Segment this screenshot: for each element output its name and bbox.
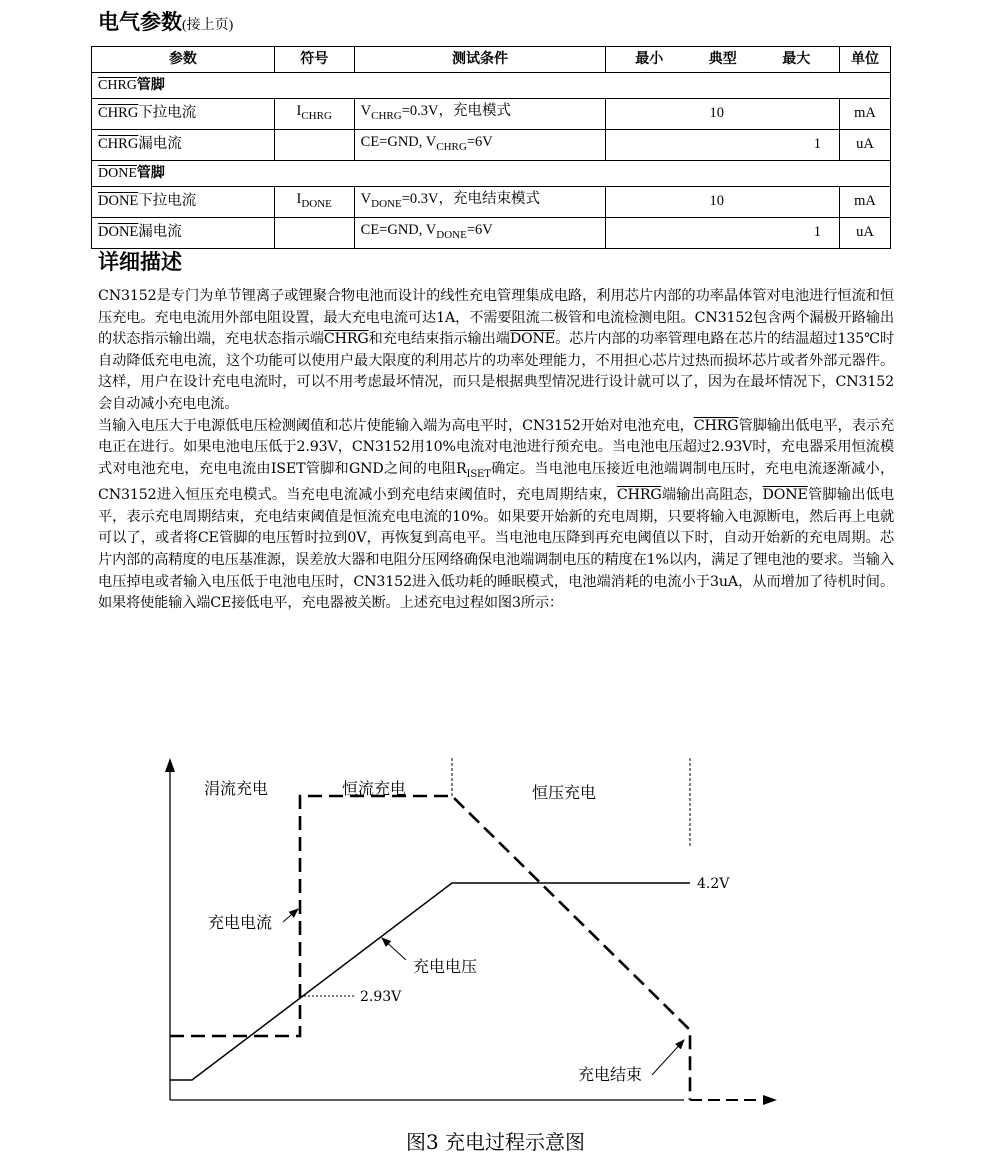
header-min-typ-max: [606, 47, 840, 73]
charge-current-curve: [170, 796, 690, 1100]
table-row: [92, 217, 891, 248]
header-param: 参数: [92, 47, 275, 73]
cell-condition: CE=GND, $V_{DONE}=6V$: [354, 217, 606, 248]
header-min: 最小: [635, 51, 664, 67]
threshold-label: 2.93V: [360, 989, 402, 1005]
region-trickle-label: 涓流充电: [204, 779, 269, 798]
section-title-suffix: (接上页): [182, 18, 234, 33]
voltage-label: 充电电压: [413, 957, 478, 976]
section-title-electrical: [98, 6, 233, 36]
description-body: [98, 286, 894, 615]
region-cc-label: 恒流充电: [342, 779, 407, 798]
header-condition: 测试条件: [354, 47, 606, 73]
x-axis-arrow: [763, 1095, 777, 1105]
cell-unit: mA: [840, 186, 891, 217]
table-group-row: [92, 73, 891, 99]
table-row: [92, 129, 891, 160]
paragraph-1: CN3152是专门为单节锂离子或锂聚合物电池而设计的线性充电管理集成电路，利用芯片内部的功率晶体管对电池进行恒流和恒压充电。充电电流用外部电阻设置，最大充电电流可达1A，不需要阻流二极管和电流检测电阻。CN3152包含两个漏极开路输出的状态指示输出端，充电状态指示端CHRG和充电结束指示输出端DONE。芯片内部的功率管理电路在芯片的结温超过135℃时自动降低充电电流，这个功能可以使用户最大限度的利用芯片的功率处理能力，不用担心芯片过热而损坏芯片或者外部元器件。这样，用户在设计充电电流时，可以不用考虑最坏情况，而只是根据典型情况进行设计就可以了，因为在最坏情况下，CN3152会自动减小充电电流。: [98, 288, 894, 412]
cell-min-typ-max: 1: [606, 129, 840, 160]
cell-min-typ-max: 10: [606, 99, 840, 130]
group-chrg: CHRG管脚: [92, 73, 891, 99]
cell-unit: uA: [840, 217, 891, 248]
section-title-description: 详细描述: [98, 250, 182, 274]
section-title-text: 电气参数: [98, 10, 182, 34]
end-pointer: [652, 1040, 684, 1075]
table-header-row: [92, 47, 891, 73]
cell-symbol: $I_{DONE}$: [274, 186, 354, 217]
cell-min-typ-max: 1: [606, 217, 840, 248]
table-row: [92, 99, 891, 130]
cell-symbol: [274, 129, 354, 160]
paragraph-2: 当输入电压大于电源低电压检测阈值和芯片使能输入端为高电平时，CN3152开始对电池充电，CHRG管脚输出低电平，表示充电正在进行。如果电池电压低于2.93V，CN3152用10%电流对电池进行预充电。当电池电压超过2.93V时，充电器采用恒流模式对电池充电，充电电流由ISET管脚和GND之间的电阻$R_{ISET}$确定。当电池电压接近电池端调制电压时，充电电流逐渐减小，CN3152进入恒压充电模式。当充电电流减小到充电结束阈值时，充电周期结束，CHRG端输出高阻态，DONE管脚输出低电平，表示充电周期结束，充电结束阈值是恒流充电电流的10%。如果要开始新的充电周期，只要将输入电源断电，然后再上电就可以了，或者将CE管脚的电压暂时拉到0V，再恢复到高电平。当电池电压降到再充电阈值以下时，自动开始新的充电周期。芯片内部的高精度的电压基准源，误差放大器和电阻分压网络确保电池端调制电压的精度在1%以内，满足了锂电池的要求。当输入电压掉电或者输入电压低于电池电压时，CN3152进入低功耗的睡眠模式，电池端消耗的电流小于3uA，从而增加了待机时间。如果将使能输入端CE接低电平，充电器被关断。上述充电过程如图3所示：: [98, 417, 895, 612]
voltage-pointer: [382, 938, 406, 960]
cell-min-typ-max: 10: [606, 186, 840, 217]
header-typ: 典型: [708, 51, 737, 67]
current-pointer: [283, 909, 298, 922]
cell-condition: $V_{DONE}=0.3V$，充电结束模式: [354, 186, 606, 217]
cell-condition: $V_{CHRG}=0.3V$，充电模式: [354, 99, 606, 130]
group-done: DONE管脚: [92, 160, 891, 186]
current-label: 充电电流: [208, 913, 273, 932]
cell-symbol: $I_{CHRG}$: [274, 99, 354, 130]
cell-symbol: [274, 217, 354, 248]
header-symbol: 符号: [274, 47, 354, 73]
cell-param: DONE漏电流: [92, 217, 275, 248]
cell-param: CHRG漏电流: [92, 129, 275, 160]
end-label: 充电结束: [578, 1065, 643, 1084]
cell-unit: uA: [840, 129, 891, 160]
charging-process-diagram: [160, 758, 790, 1110]
region-cv-label: 恒压充电: [532, 783, 597, 802]
y-axis-arrow: [165, 758, 175, 772]
cell-condition: CE=GND, $V_{CHRG}=6V$: [354, 129, 606, 160]
electrical-parameters-table: [91, 46, 891, 249]
cell-param: CHRG下拉电流: [92, 99, 275, 130]
header-unit: 单位: [840, 47, 891, 73]
cell-unit: mA: [840, 99, 891, 130]
final-voltage-label: 4.2V: [697, 876, 730, 892]
table-row: [92, 186, 891, 217]
header-max: 最大: [782, 51, 811, 67]
figure-caption: 图3 充电过程示意图: [405, 1130, 586, 1154]
cell-param: DONE下拉电流: [92, 186, 275, 217]
table-group-row: [92, 160, 891, 186]
